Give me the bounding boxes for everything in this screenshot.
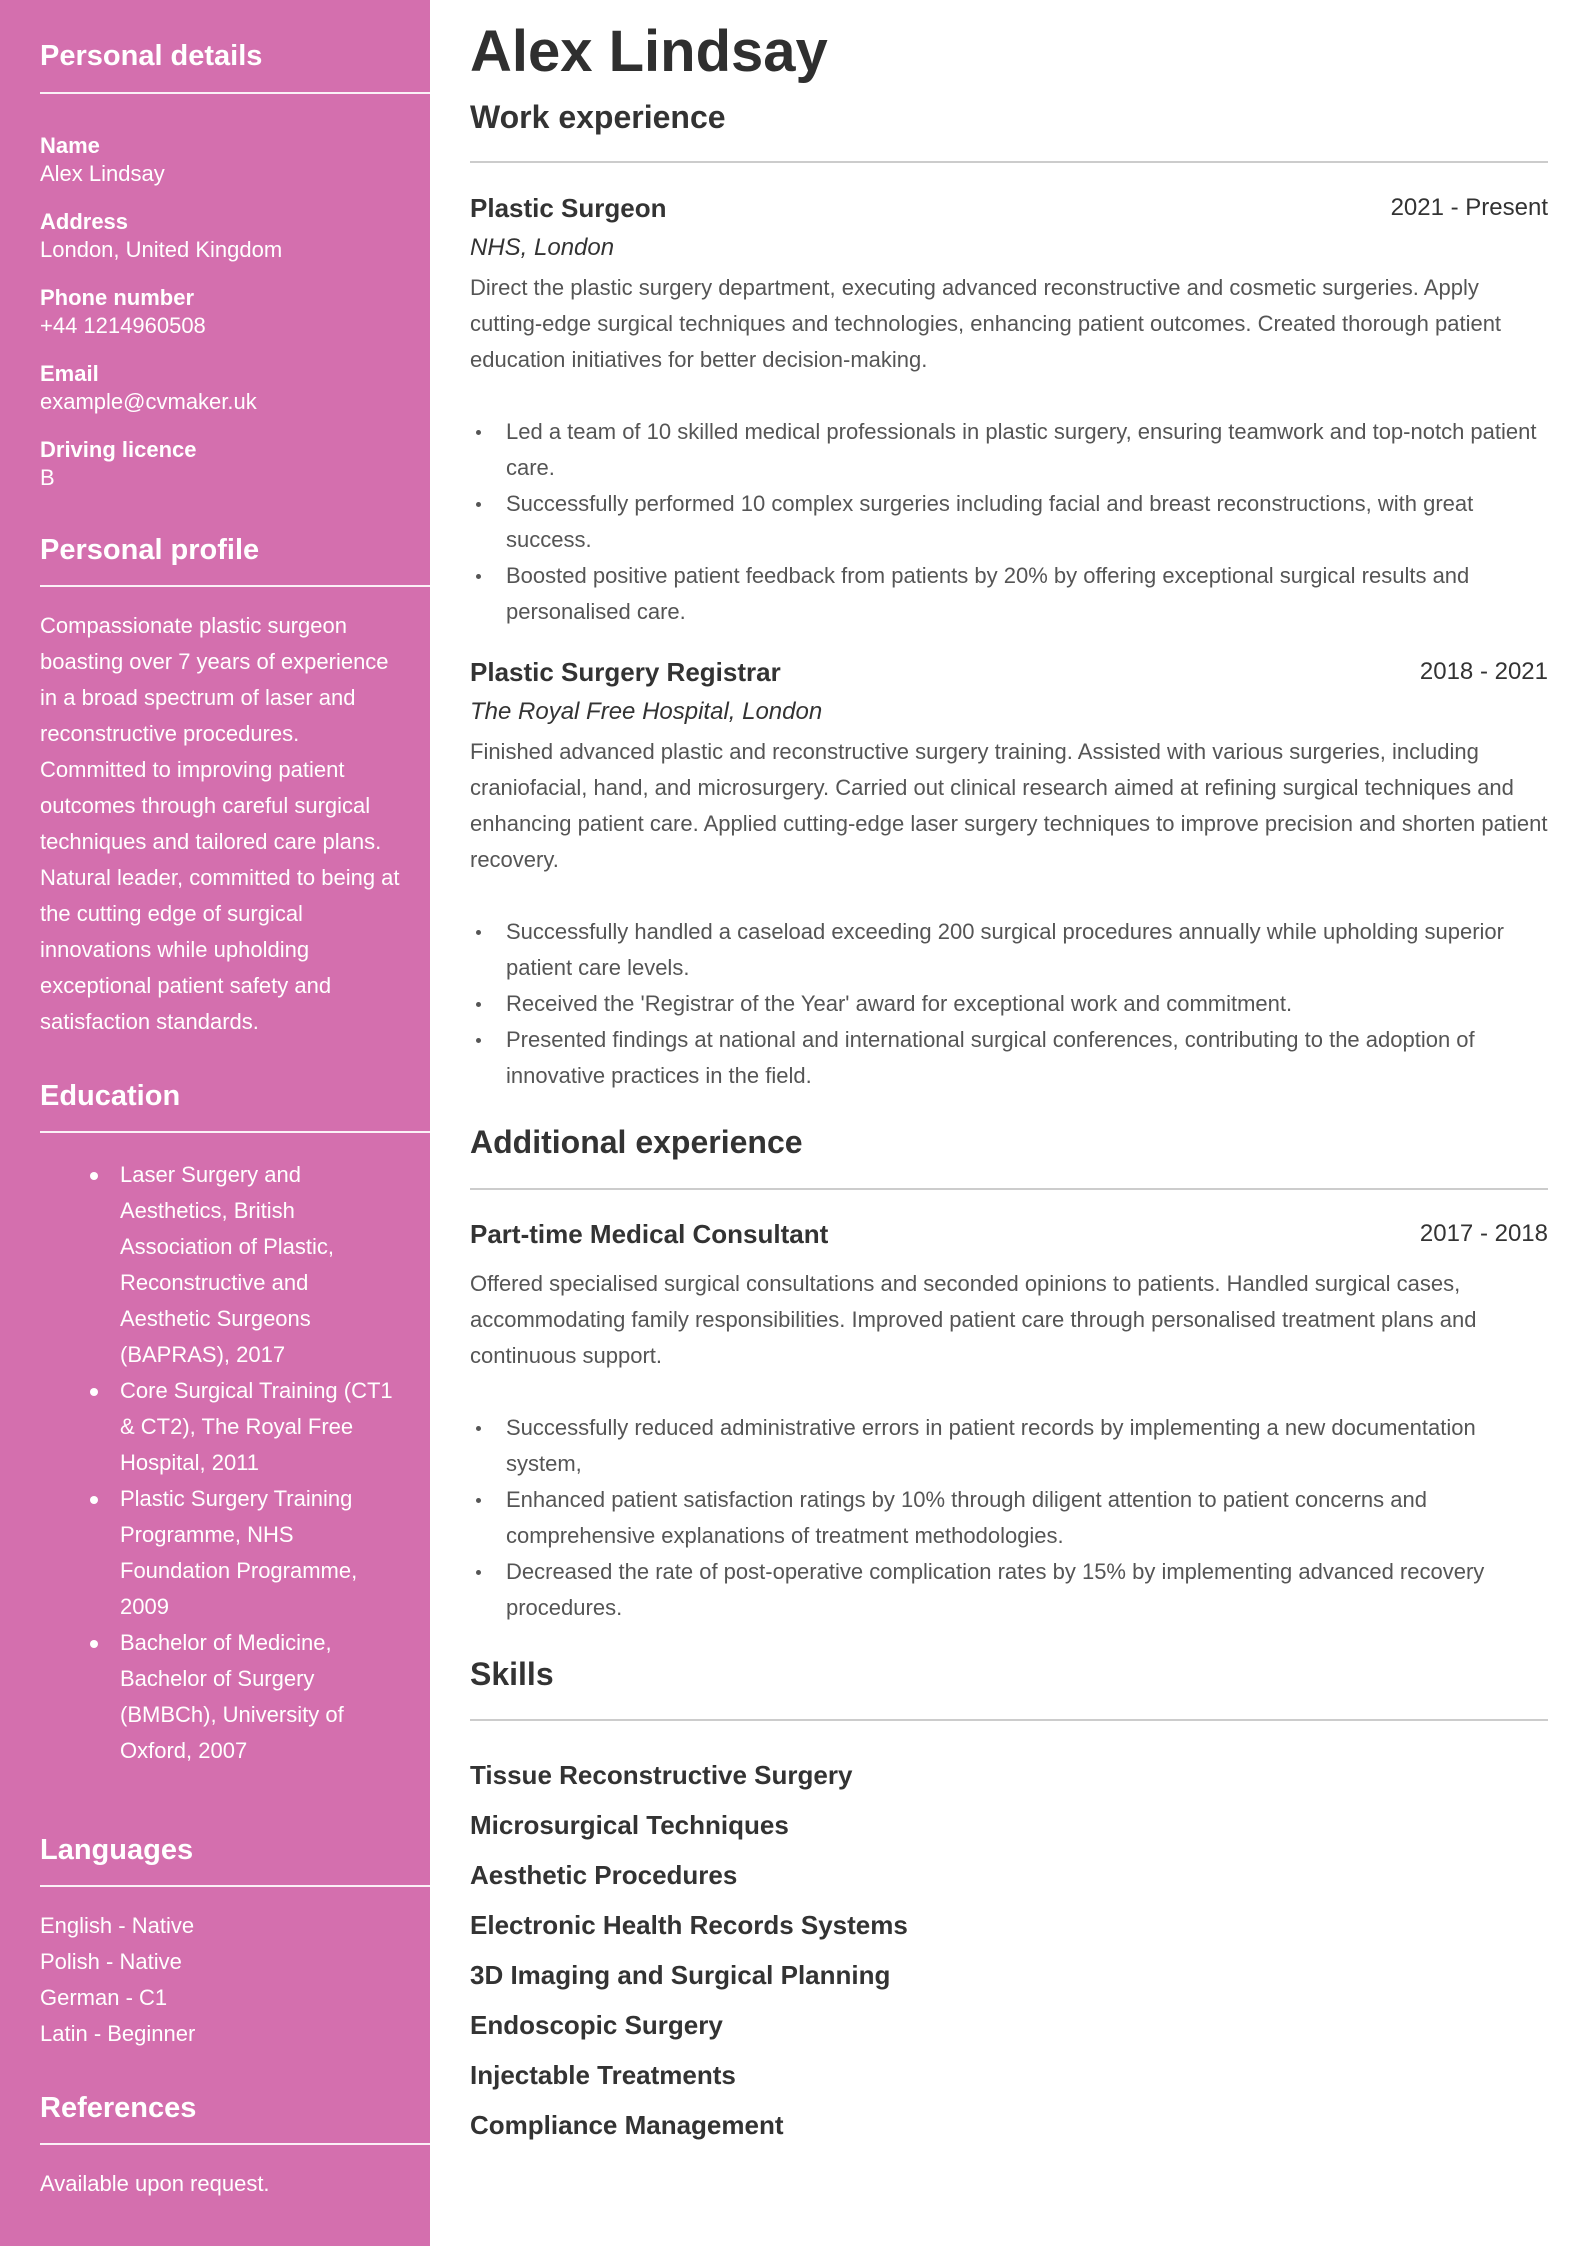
education-item: Bachelor of Medicine, Bachelor of Surgery (BMBCh), University of Oxford, 2007 bbox=[40, 1625, 400, 1769]
section-divider bbox=[470, 1719, 1548, 1721]
detail-value: B bbox=[40, 465, 55, 490]
achievement-item: Decreased the rate of post-operative complication rates by 15% by implementing advanced recovery procedures. bbox=[470, 1554, 1548, 1626]
detail-address bbox=[40, 208, 390, 284]
education-item: Plastic Surgery Training Programme, NHS Foundation Programme, 2009 bbox=[40, 1481, 400, 1625]
job-organisation: NHS, London bbox=[470, 234, 615, 261]
detail-value: example@cvmaker.uk bbox=[40, 389, 257, 414]
achievement-item: Successfully performed 10 complex surgeries including facial and breast reconstructions, with great success. bbox=[470, 486, 1548, 558]
section-divider bbox=[40, 92, 430, 94]
additional-experience-heading: Additional experience bbox=[470, 1124, 803, 1160]
detail-label: Name bbox=[40, 133, 100, 158]
job-date: 2018 - 2021 bbox=[1419, 658, 1548, 685]
job-description: Offered specialised surgical consultations and seconded opinions to patients. Handled surgical cases, accommodating family responsibilities. Improved patient care through personalised treatment plans and continuous support. bbox=[470, 1271, 1477, 1368]
job-header bbox=[470, 188, 1548, 228]
achievement-item: Led a team of 10 skilled medical professionals in plastic surgery, ensuring teamwork and top-notch patient care. bbox=[470, 414, 1548, 486]
language-item: Latin - Beginner bbox=[40, 2021, 196, 2046]
achievement-item: Successfully handled a caseload exceeding 200 surgical procedures annually while upholding superior patient care levels. bbox=[470, 914, 1548, 986]
skill-item: Microsurgical Techniques bbox=[470, 1810, 789, 1840]
detail-value: +44 1214960508 bbox=[40, 313, 206, 338]
section-divider bbox=[40, 585, 430, 587]
language-item: English - Native bbox=[40, 1913, 195, 1938]
detail-value: London, United Kingdom bbox=[40, 237, 283, 262]
education-item: Laser Surgery and Aesthetics, British Association of Plastic, Reconstructive and Aesthetic Surgeons (BAPRAS), 2017 bbox=[40, 1157, 400, 1373]
personal-profile-heading: Personal profile bbox=[40, 534, 260, 566]
main-content bbox=[470, 0, 1548, 2246]
job-organisation: The Royal Free Hospital, London bbox=[470, 698, 823, 725]
skill-item: Endoscopic Surgery bbox=[470, 2010, 723, 2040]
detail-label: Email bbox=[40, 361, 99, 386]
job-date: 2017 - 2018 bbox=[1419, 1220, 1548, 1247]
education-heading: Education bbox=[40, 1080, 181, 1112]
job-header bbox=[470, 652, 1548, 692]
job-achievements bbox=[470, 914, 1548, 1094]
job-header bbox=[470, 1214, 1548, 1254]
languages-heading: Languages bbox=[40, 1834, 194, 1866]
job-entry bbox=[470, 188, 1548, 630]
languages-list bbox=[40, 1908, 390, 2052]
personal-details-list bbox=[40, 132, 390, 512]
job-description: Direct the plastic surgery department, executing advanced reconstructive and cosmetic surgeries. Apply cutting-edge surgical techniques and technologies, enhancing patient outcomes. Created thorough patient education initiatives for better decision-making. bbox=[470, 275, 1502, 372]
job-achievements bbox=[470, 414, 1548, 630]
detail-name bbox=[40, 132, 390, 208]
detail-email bbox=[40, 360, 390, 436]
personal-profile-text: Compassionate plastic surgeon boasting over 7 years of experience in a broad spectrum of laser and reconstructive procedures. Committed to improving patient outcomes through careful surgical techniques and tailored care plans. Natural leader, committed to being at the cutting edge of surgical innovations while upholding exceptional patient safety and satisfaction standards. bbox=[40, 613, 400, 1034]
job-title: Plastic Surgeon bbox=[470, 193, 667, 223]
achievement-item: Received the 'Registrar of the Year' award for exceptional work and commitment. bbox=[470, 986, 1548, 1022]
section-divider bbox=[470, 1188, 1548, 1190]
skills-list bbox=[470, 1750, 908, 2150]
detail-label: Address bbox=[40, 209, 129, 234]
education-list bbox=[40, 1157, 400, 1769]
references-text: Available upon request. bbox=[40, 2171, 270, 2196]
job-achievements bbox=[470, 1410, 1548, 1626]
sidebar bbox=[0, 0, 430, 2246]
skill-item: Tissue Reconstructive Surgery bbox=[470, 1760, 853, 1790]
detail-label: Phone number bbox=[40, 285, 195, 310]
references-heading: References bbox=[40, 2092, 197, 2124]
job-entry bbox=[470, 652, 1548, 1094]
skill-item: Compliance Management bbox=[470, 2110, 784, 2140]
detail-value: Alex Lindsay bbox=[40, 161, 165, 186]
skill-item: Injectable Treatments bbox=[470, 2060, 736, 2090]
skill-item: Electronic Health Records Systems bbox=[470, 1910, 908, 1940]
job-date: 2021 - Present bbox=[1390, 194, 1548, 221]
job-title: Part-time Medical Consultant bbox=[470, 1219, 829, 1249]
achievement-item: Enhanced patient satisfaction ratings by 10% through diligent attention to patient concerns and comprehensive explanations of treatment methodologies. bbox=[470, 1482, 1548, 1554]
achievement-item: Boosted positive patient feedback from patients by 20% by offering exceptional surgical results and personalised care. bbox=[470, 558, 1548, 630]
detail-phone bbox=[40, 284, 390, 360]
language-item: Polish - Native bbox=[40, 1949, 182, 1974]
job-entry bbox=[470, 1214, 1548, 1626]
detail-driving-licence bbox=[40, 436, 390, 512]
section-divider bbox=[40, 2143, 430, 2145]
achievement-item: Presented findings at national and international surgical conferences, contributing to the adoption of innovative practices in the field. bbox=[470, 1022, 1548, 1094]
skill-item: Aesthetic Procedures bbox=[470, 1860, 738, 1890]
job-description: Finished advanced plastic and reconstructive surgery training. Assisted with various surgeries, including craniofacial, hand, and microsurgery. Carried out clinical research aimed at refining surgical techniques and enhancing patient care. Applied cutting-edge laser surgery techniques to improve precision and shorten patient recovery. bbox=[470, 739, 1548, 872]
skills-heading: Skills bbox=[470, 1656, 554, 1692]
language-item: German - C1 bbox=[40, 1985, 168, 2010]
education-item: Core Surgical Training (CT1 & CT2), The Royal Free Hospital, 2011 bbox=[40, 1373, 400, 1481]
candidate-name: Alex Lindsay bbox=[470, 19, 828, 84]
section-divider bbox=[40, 1131, 430, 1133]
personal-details-heading: Personal details bbox=[40, 40, 263, 72]
section-divider bbox=[470, 161, 1548, 163]
skill-item: 3D Imaging and Surgical Planning bbox=[470, 1960, 891, 1990]
achievement-item: Successfully reduced administrative errors in patient records by implementing a new documentation system, bbox=[470, 1410, 1548, 1482]
section-divider bbox=[40, 1885, 430, 1887]
work-experience-heading: Work experience bbox=[470, 99, 726, 135]
job-title: Plastic Surgery Registrar bbox=[470, 657, 781, 687]
detail-label: Driving licence bbox=[40, 437, 197, 462]
